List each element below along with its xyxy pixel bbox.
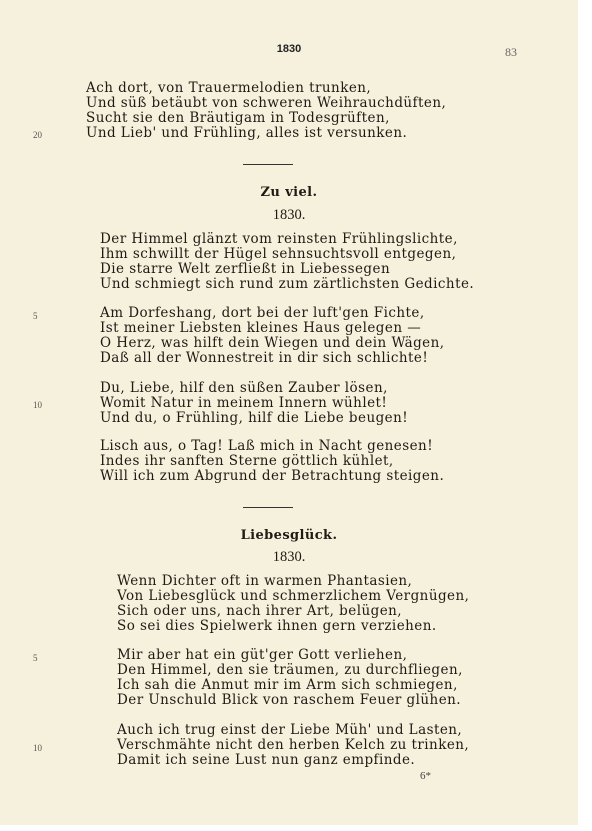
verse-line: Am Dorfeshang, dort bei der luft'gen Fichte, (100, 305, 425, 321)
verse-line: Sich oder uns, nach ihrer Art, belügen, (117, 603, 403, 619)
verse-line: Wenn Dichter oft in warmen Phantasien, (117, 573, 413, 589)
verse-line: O Herz, was hilft dein Wiegen und dein Wägen, (100, 335, 445, 351)
verse-line: Ich sah die Anmut mir im Arm sich schmiegen, (117, 677, 458, 693)
line-number: 20 (33, 130, 42, 140)
verse-line: Will ich zum Abgrund der Betrachtung steigen. (100, 468, 445, 484)
section-divider (243, 507, 293, 508)
verse-line: Verschmähte nicht den herben Kelch zu trinken, (117, 737, 470, 753)
verse-line: Ihm schwillt der Hügel sehnsuchtsvoll entgegen, (100, 246, 457, 262)
poem-year: 1830. (272, 207, 306, 223)
verse-line: So sei dies Spielwerk ihnen gern verziehen. (117, 618, 437, 634)
verse-line: Der Unschuld Blick von raschem Feuer glühen. (117, 692, 462, 708)
poem-year: 1830. (272, 549, 306, 565)
verse-line: Und Lieb' und Frühling, alles ist versunken. (86, 125, 408, 141)
signature-mark: 6* (420, 770, 431, 782)
line-number: 10 (33, 743, 42, 753)
verse-line: Daß all der Wonnestreit in dir sich schlichte! (100, 350, 429, 366)
page-edge (578, 0, 592, 831)
verse-line: Ach dort, von Trauermelodien trunken, (86, 80, 372, 96)
line-number: 5 (33, 311, 38, 321)
poem-title: Liebesglück. (240, 528, 338, 543)
page-edge-bottom (0, 825, 592, 831)
verse-line: Mir aber hat ein güt'ger Gott verliehen, (117, 647, 408, 663)
verse-line: Damit ich seine Lust nun ganz empfinde. (117, 752, 416, 768)
verse-line: Und süß betäubt von schweren Weihrauchdüften, (86, 95, 447, 111)
verse-line: Die starre Welt zerfließt in Liebessegen (100, 261, 391, 277)
verse-line: Lisch aus, o Tag! Laß mich in Nacht genesen! (100, 438, 434, 454)
verse-line: Den Himmel, den sie träumen, zu durchfliegen, (117, 662, 463, 678)
verse-line: Und schmiegt sich rund zum zärtlichsten Gedichte. (100, 276, 475, 292)
verse-line: Und du, o Frühling, hilf die Liebe beugen! (100, 410, 409, 426)
line-number: 5 (33, 653, 38, 663)
verse-line: Auch ich trug einst der Liebe Müh' und Lasten, (117, 722, 463, 738)
page-number: 83 (505, 45, 517, 59)
poem-title: Zu viel. (260, 185, 318, 200)
verse-line: Ist meiner Liebsten kleines Haus gelegen — (100, 320, 422, 336)
verse-line: Von Liebesglück und schmerzlichem Vergnügen, (117, 588, 470, 604)
verse-line: Indes ihr sanften Sterne göttlich kühlet, (100, 453, 394, 469)
verse-line: Du, Liebe, hilf den süßen Zauber lösen, (100, 380, 388, 396)
verse-line: Sucht sie den Bräutigam in Todesgrüften, (86, 110, 390, 126)
verse-line: Der Himmel glänzt vom reinsten Frühlingslichte, (100, 231, 458, 247)
running-header-year: 1830 (276, 43, 302, 55)
line-number: 10 (33, 400, 42, 410)
section-divider (243, 164, 293, 165)
verse-line: Womit Natur in meinem Innern wühlet! (100, 395, 388, 411)
